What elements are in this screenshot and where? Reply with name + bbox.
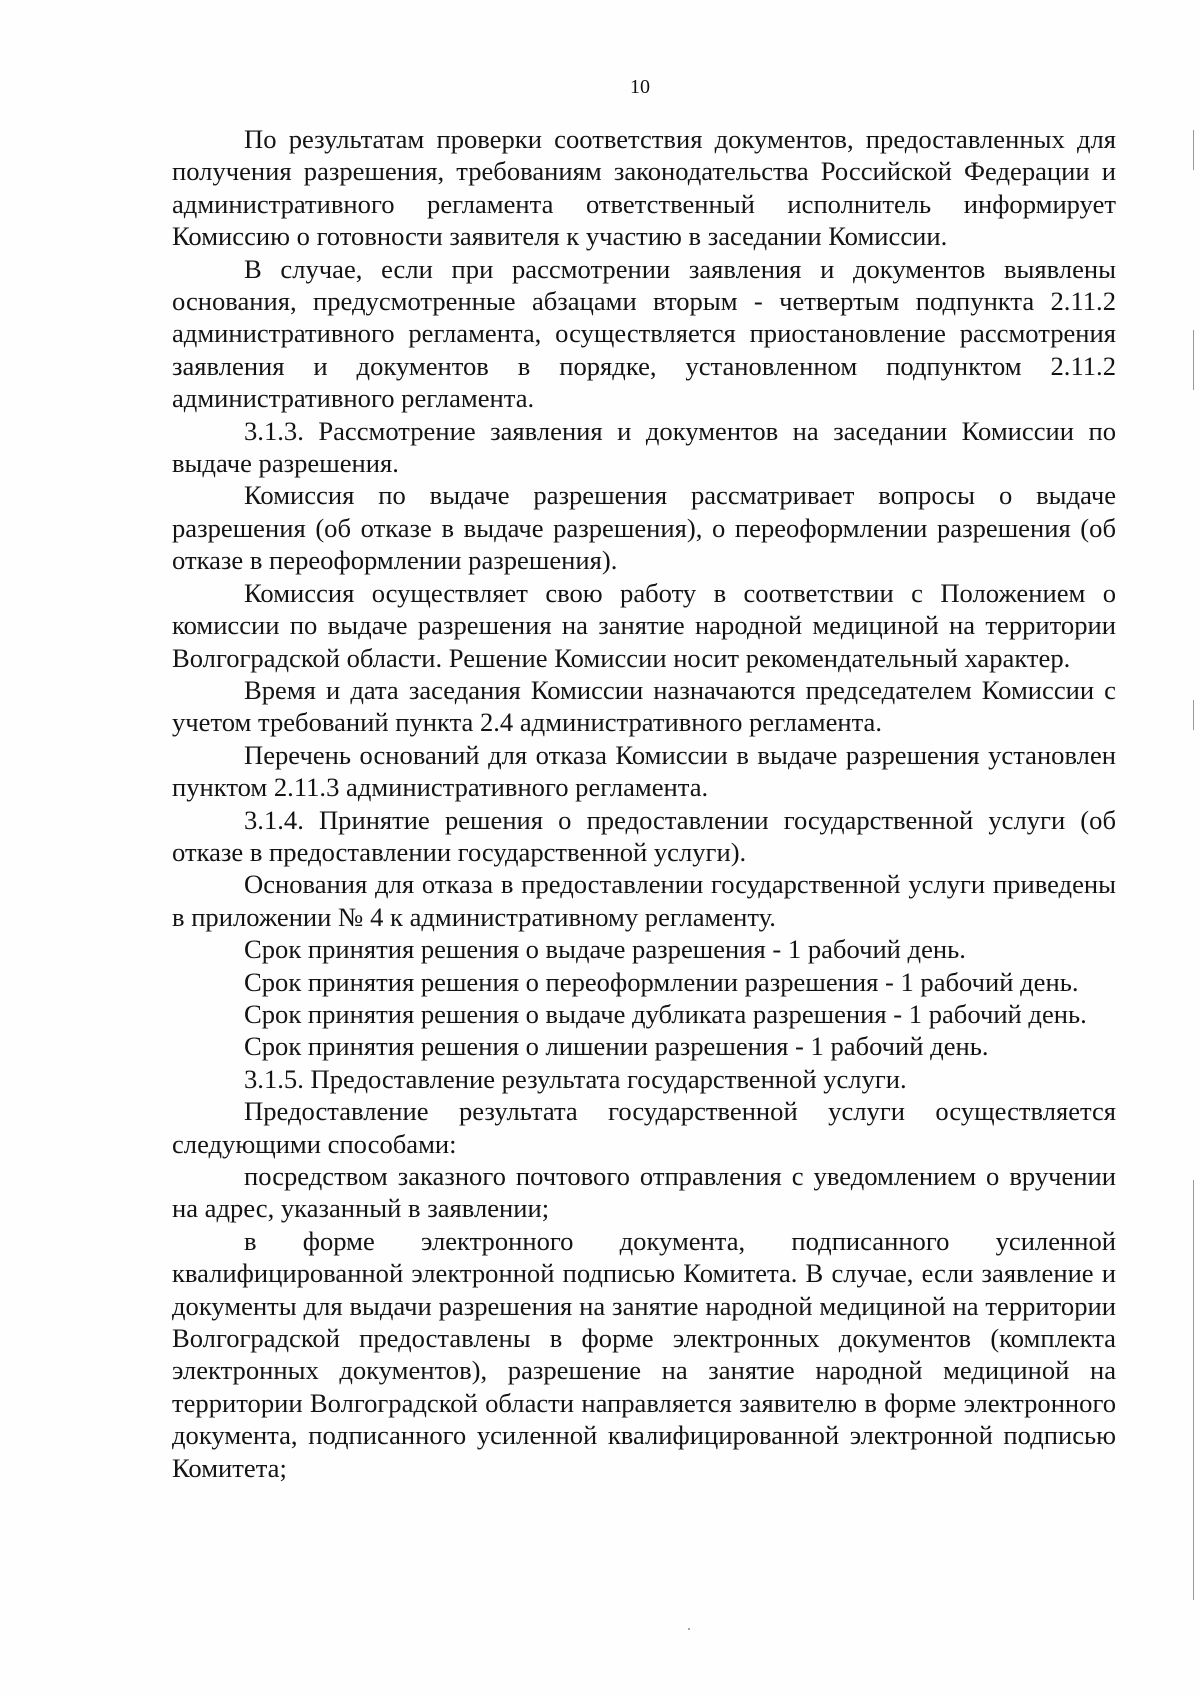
paragraph-refusal-grounds-list: Перечень оснований для отказа Комиссии в выдаче разрешения установлен пунктом 2.11.3 административного регламента. (172, 739, 1116, 803)
scan-edge-mark (1193, 1180, 1194, 1600)
paragraph-section-3-1-3: 3.1.3. Рассмотрение заявления и документов на заседании Комиссии по выдаче разрешения. (172, 415, 1116, 479)
paragraph-term-revocation: Срок принятия решения о лишении разрешения - 1 рабочий день. (244, 1031, 989, 1062)
paragraph-section-3-1-4: 3.1.4. Принятие решения о предоставлении государственной услуги (об отказе в предоставлении государственной услуги). (172, 804, 1116, 867)
paragraph-electronic-document: в форме электронного документа, подписанного усиленной квалифицированной электронной подписью Комитета. В случае, если заявление и документы для выдачи разрешения на занятие народной медициной на территории Волгоградской предоставлены в форме электронных документов (комплекта электронных документов), разрешение на занятие народной медициной на территории Волгоградской области направляется заявителю в форме электронного документа, подписанного усиленной квалифицированной электронной подписью Комитета; (172, 1225, 1116, 1483)
paragraph-verification: По результатам проверки соответствия документов, предоставленных для получения разрешения, требованиям законодательства Российской Федерации и административного регламента ответственный исполнитель информирует Комиссию о готовности заявителя к участию в заседании Комиссии. (172, 124, 1116, 252)
scan-dot (688, 1628, 690, 1630)
paragraph-result-methods: Предоставление результата государственной услуги осуществляется следующими способами: (172, 1096, 1116, 1159)
paragraph-commission-questions: Комиссия по выдаче разрешения рассматривает вопросы о выдаче разрешения (об отказе в выдаче разрешения), о переоформлении разрешения (об отказе в переоформлении разрешения). (172, 480, 1116, 576)
paragraph-section-3-1-5: 3.1.5. Предоставление результата государственной услуги. (244, 1063, 907, 1094)
document-body (172, 123, 1116, 1484)
scan-edge-mark (1193, 330, 1194, 390)
paragraph-postal-delivery: посредством заказного почтового отправления с уведомлением о вручении на адрес, указанный в заявлении; (172, 1161, 1116, 1224)
paragraph-term-duplicate: Срок принятия решения о выдаче дубликата разрешения - 1 рабочий день. (244, 998, 1087, 1029)
paragraph-meeting-time: Время и дата заседания Комиссии назначаются председателем Комиссии с учетом требований пункта 2.4 административного регламента. (172, 674, 1116, 738)
paragraph-term-reissue: Срок принятия решения о переоформлении разрешения - 1 рабочий день. (244, 966, 1079, 997)
scan-edge-mark (1193, 130, 1194, 170)
paragraph-suspension: В случае, если при рассмотрении заявления и документов выявлены основания, предусмотренные абзацами вторым - четвертым подпункта 2.11.2 административного регламента, осуществляется приостановление рассмотрения заявления и документов в порядке, установленном подпунктом 2.11.2 административного регламента. (172, 253, 1116, 414)
page-number: 10 (630, 76, 650, 98)
paragraph-commission-work: Комиссия осуществляет свою работу в соответствии с Положением о комиссии по выдаче разрешения на занятие народной медициной на территории Волгоградской области. Решение Комиссии носит рекомендательный характер. (172, 577, 1116, 673)
scan-edge-mark (1193, 700, 1194, 730)
paragraph-term-issue: Срок принятия решения о выдаче разрешения - 1 рабочий день. (244, 934, 966, 965)
paragraph-refusal-grounds: Основания для отказа в предоставлении государственной услуги приведены в приложении № 4 к административному регламенту. (172, 869, 1116, 932)
